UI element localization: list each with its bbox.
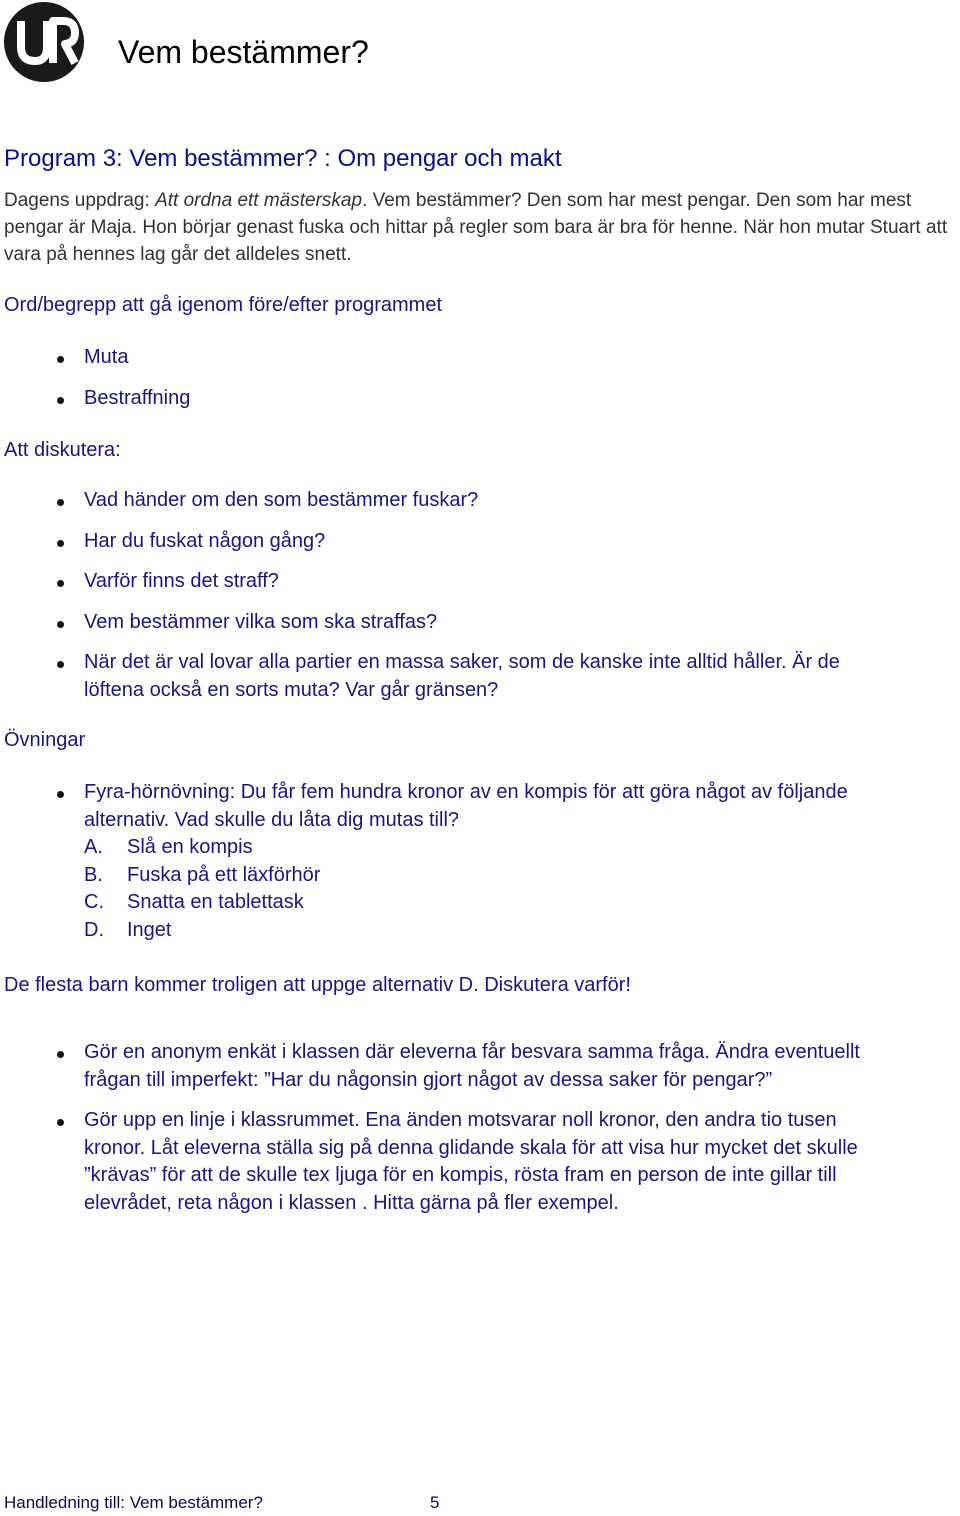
concepts-list — [0, 344, 900, 412]
list-item: Har du fuskat någon gång? — [0, 528, 900, 556]
exercises-note: De flesta barn kommer troligen att uppge alternativ D. Diskutera varför! — [4, 974, 631, 996]
alternative-c: C. Snatta en tablettask — [84, 891, 304, 913]
list-item: Varför finns det straff? — [0, 568, 900, 596]
list-item: Vem bestämmer vilka som ska straffas? — [0, 609, 900, 637]
concepts-heading: Ord/begrepp att gå igenom före/efter programmet — [4, 294, 443, 316]
bullet-icon — [57, 580, 64, 587]
discuss-list — [0, 487, 900, 704]
intro-lead: Dagens uppdrag: — [4, 190, 156, 211]
bullet-icon — [57, 1119, 64, 1126]
list-item: När det är val lovar alla partier en massa saker, som de kanske inte alltid håller. Är de löftena också en sorts muta? Var går gränsen? — [0, 649, 844, 704]
program-heading: Program 3: Vem bestämmer? : Om pengar och makt — [4, 145, 562, 172]
list-item: Gör upp en linje i klassrummet. Ena änden motsvarar noll kronor, den andra tio tusen kronor. Låt eleverna ställa sig på denna glidande skala för att visa hur mycket det skulle ”krävas” för att de skulle tex ljuga för en kompis, rösta fram en person de inte gillar till elevrådet, reta någon i klassen . Hitta gärna på fler exempel. — [0, 1107, 864, 1217]
alternative-a: A. Slå en kompis — [84, 836, 253, 858]
bullet-icon — [57, 1051, 64, 1058]
intro-mission: Att ordna ett mästerskap — [155, 190, 363, 211]
ur-logo — [3, 1, 85, 83]
page-number: 5 — [430, 1493, 440, 1512]
alternative-d: D. Inget — [84, 918, 172, 941]
intro-rest: . Vem bestämmer? Den som har mest pengar. Den som har mest pengar är Maja. Hon börjar genast fuska och hittar på regler som bara är bra för henne. När hon mutar Stuart att vara på hennes lag går det alldeles snett. — [4, 190, 948, 265]
bullet-icon — [57, 661, 64, 668]
intro-paragraph — [4, 187, 960, 268]
bullet-icon — [57, 397, 64, 404]
alternative-b: B. Fuska på ett läxförhör — [84, 863, 321, 886]
list-item: Vad händer om den som bestämmer fuskar? — [0, 487, 900, 515]
bullet-icon — [57, 621, 64, 628]
bullet-icon — [57, 356, 64, 363]
more-exercises-list — [0, 1039, 900, 1217]
discuss-heading: Att diskutera: — [4, 439, 121, 461]
list-item — [0, 779, 854, 944]
four-corner-text: Fyra-hörnövning: Du får fem hundra kronor av en kompis för att göra något av följande alternativ. Vad skulle du låta dig mutas till? — [84, 781, 848, 831]
bullet-icon — [57, 540, 64, 547]
document-title: Vem bestämmer? — [118, 34, 369, 70]
list-item: Muta — [0, 344, 900, 372]
bullet-icon — [57, 499, 64, 506]
exercises-heading: Övningar — [4, 729, 86, 751]
list-item: Gör en anonym enkät i klassen där eleverna får besvara samma fråga. Ändra eventuellt frågan till imperfekt: ”Har du någonsin gjort något av dessa saker för pengar?” — [0, 1039, 864, 1094]
footer-label: Handledning till: Vem bestämmer? — [4, 1493, 263, 1512]
bullet-icon — [57, 791, 64, 798]
list-item: Bestraffning — [0, 385, 900, 413]
exercises-list — [0, 779, 900, 944]
